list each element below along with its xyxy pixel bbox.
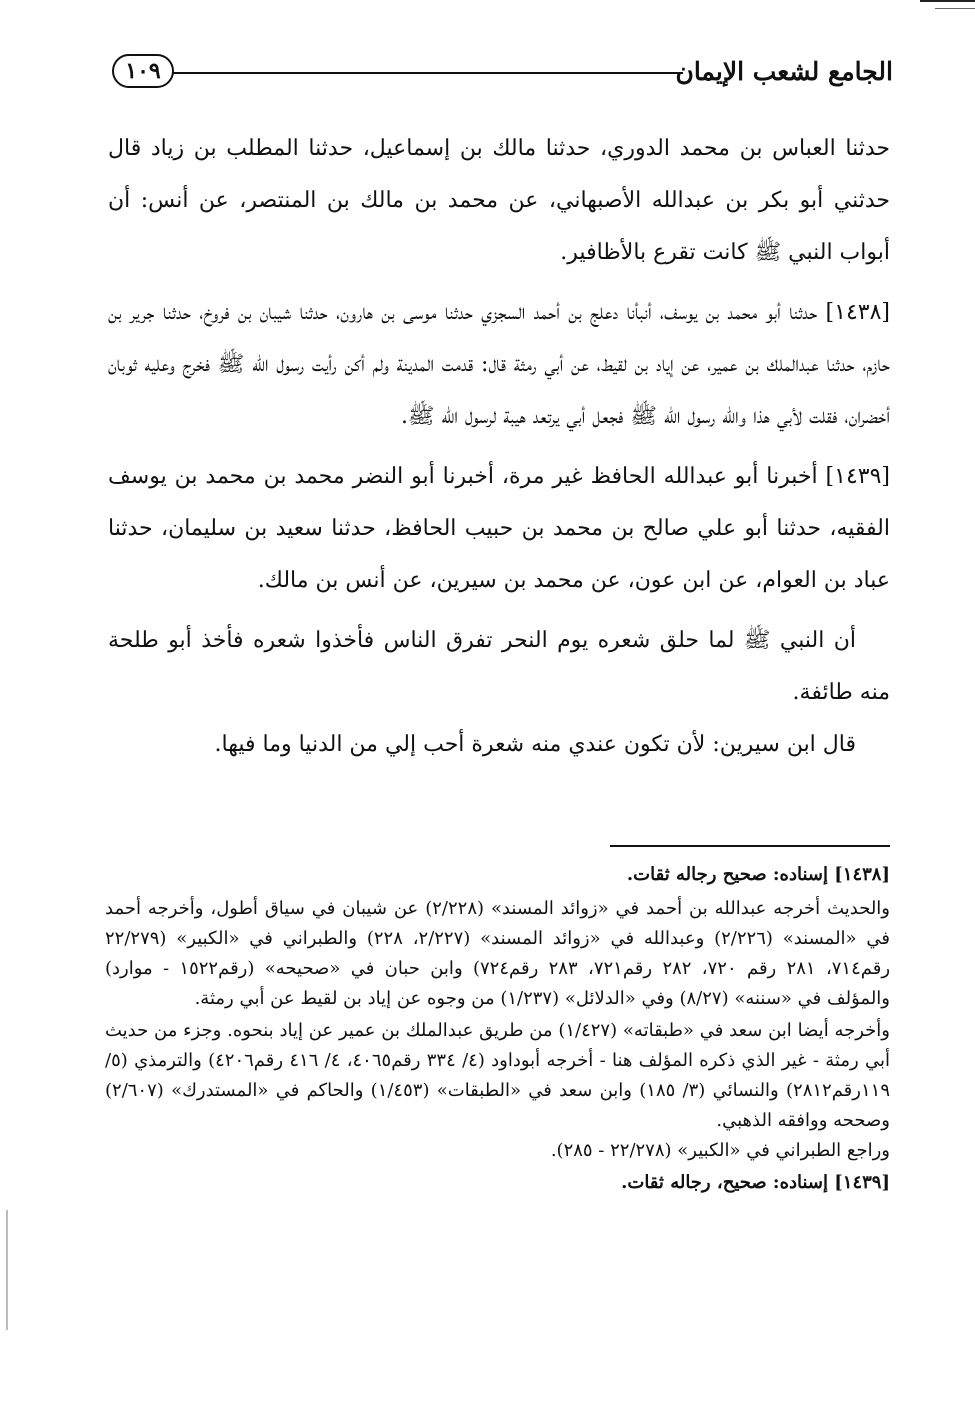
page-number: ١٠٩ bbox=[112, 54, 174, 88]
header-rule bbox=[172, 72, 683, 74]
footnote-1439-head: [١٤٣٩] إسناده: صحيح، رجاله ثقات. bbox=[621, 1172, 890, 1193]
footnote-1438-head: [١٤٣٨] إسناده: صحيح رجاله ثقات. bbox=[626, 864, 890, 885]
footnote-1438-text-c: وراجع الطبراني في «الكبير» (٢٢/٢٧٨ - ٢٨٥). bbox=[550, 1140, 890, 1161]
ibn-sirin-quote: قال ابن سيرين: لأن تكون عندي منه شعرة أحب إلي من الدنيا وما فيها. bbox=[214, 732, 856, 757]
footnote-separator bbox=[610, 845, 890, 847]
hadith-1439: [١٤٣٩] أخبرنا أبو عبدالله الحافظ غير مرة، أخبرنا أبو النضر محمد بن محمد بن يوسف الفقيه، حدثنا أبو علي صالح بن محمد بن حبيب الحافظ، حدثنا سعيد بن سليمان، حدثنا عباد بن العوام، عن ابن عون، عن محمد بن سيرين، عن أنس بن مالك. bbox=[108, 464, 890, 593]
scan-margin-line bbox=[6, 1210, 8, 1330]
footnote-1438-text-a: والحديث أخرجه عبدالله بن أحمد في «زوائد المسند» (٢/٢٢٨) عن شيبان في سياق أطول، وأخرجه أحمد في «المسند» (٢/٢٢٦) وعبدالله في «زوائد المسند» (٢/٢٢٧، ٢٢٨) والطبراني في «الكبير» (٢٢/٢٧٩ رقم٧١٤، ٢٨١ رقم ٧٢٠، ٢٨٢ رقم٧٢١، ٢٨٣ رقم٧٢٤) وابن حبان في «صحيحه» (رقم١٥٢٢ - موارد) والمؤلف في «سننه» (٨/٢٧) وفي «الدلائل» (١/٢٣٧) من وجوه عن إياد بن لقيط عن أبي رمثة. bbox=[105, 898, 891, 1009]
book-title: الجامع لشعب الإيمان bbox=[675, 57, 893, 86]
hadith-1438: [١٤٣٨] حدثنا أبو محمد بن يوسف، أنبأنا دعلج بن أحمد السجزي حدثنا موسى بن هارون، حدثنا شيبان بن فروخ، حدثنا جرير بن حازم، حدثنا عبدالملك بن عمير، عن إياد بن لقيط، عن أبي رمثة قال: قدمت المدينة ولم أكن رأيت رسول الله ﷺ فخرج وعليه ثوبان أخضران، فقلت لأبي هذا والله رسول الله ﷺ فجعل أبي يرتعد هيبة لرسول الله ﷺ. bbox=[108, 300, 890, 429]
footnote-1438-text-b: وأخرجه أيضا ابن سعد في «طبقاته» (١/٤٢٧) من طريق عبدالملك بن عمير عن إياد بنحوه. وجزء من حديث أبي رمثة - غير الذي ذكره المؤلف هنا - أخرجه أبوداود (٤/ ٣٣٤ رقم٤٠٦٥، ٤/ ٤١٦ رقم٤٢٠٦) والترمذي (٥/ ١١٩رقم٢٨١٢) والنسائي (٣/ ١٨٥) وابن سعد في «الطبقات» (١/٤٥٣) والحاكم في «المستدرك» (٢/٦٠٧) وصححه ووافقه الذهبي. bbox=[105, 1020, 890, 1131]
main-text bbox=[108, 123, 890, 771]
hadith-1439-matn: أن النبي ﷺ لما حلق شعره يوم النحر تفرق الناس فأخذوا شعره فأخذ أبو طلحة منه طائفة. bbox=[108, 628, 890, 705]
corner-mark-thin bbox=[935, 8, 975, 9]
paragraph-1: حدثنا العباس بن محمد الدوري، حدثنا مالك بن إسماعيل، حدثنا المطلب بن زياد قال حدثني أبو بكر بن عبدالله الأصبهاني، عن محمد بن مالك بن المنتصر، عن أنس: أن أبواب النبي ﷺ كانت تقرع بالأظافير. bbox=[108, 136, 891, 265]
corner-mark bbox=[920, 0, 975, 2]
footnotes bbox=[105, 860, 890, 1202]
running-header bbox=[112, 52, 893, 96]
